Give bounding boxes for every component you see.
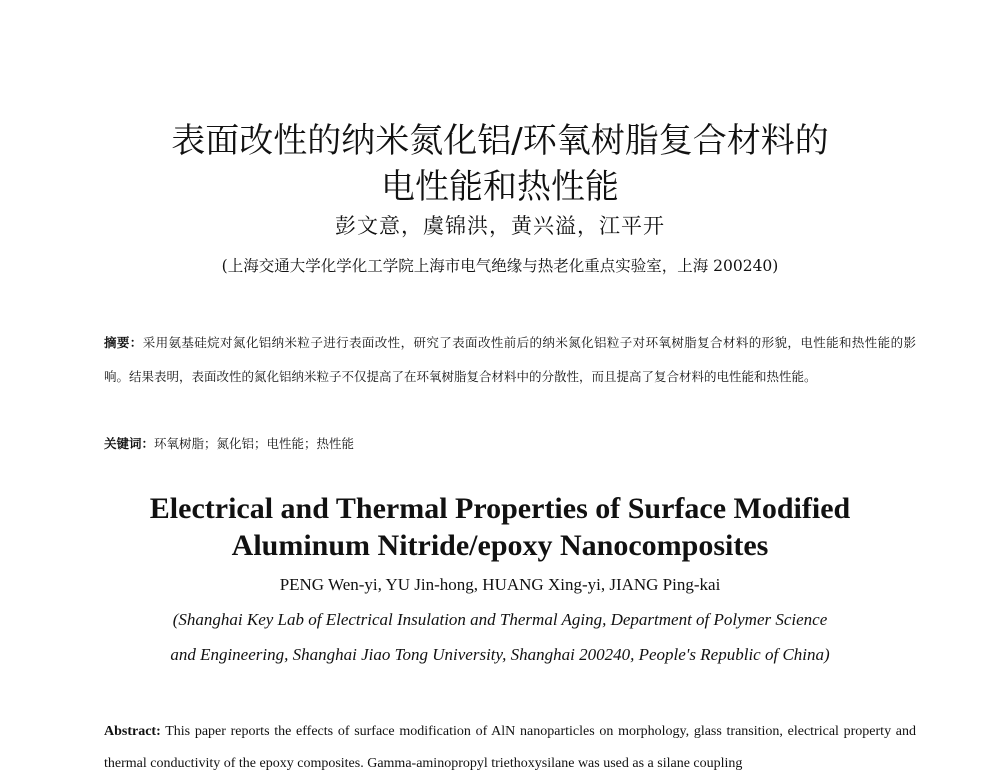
english-title-line-1: Electrical and Thermal Properties of Surface Modified [149,492,851,525]
english-abstract-label: Abstract: [104,724,161,739]
english-title-line-2: Aluminum Nitride/epoxy Nanocomposites [231,529,769,562]
chinese-keywords-text: 环氧树脂；氮化铝；电性能；热性能 [154,436,355,451]
chinese-abstract-text: 采用氨基硅烷对氮化铝纳米粒子进行表面改性，研究了表面改性前后的纳米氮化铝粒子对环氧树脂复合材料的形貌，电性能和热性能的影响。结果表明，表面改性的氮化铝纳米粒子不仅提高了在环氧树脂复合材料中的分散性，而且提高了复合材料的电性能和热性能。 [104,335,916,384]
chinese-affiliation: (上海交通大学化学化工学院上海市电气绝缘与热老化重点实验室，上海 200240) [221,257,779,275]
english-abstract-text: This paper reports the effects of surface modification of AlN nanoparticles on morphology, glass transition, electrical property and thermal conductivity of the epoxy composites. Gamma-aminopropyl triethoxysilane was used as a silane coupling [104,724,916,771]
english-authors: PENG Wen-yi, YU Jin-hong, HUANG Xing-yi, JIANG Ping-kai [279,575,721,594]
chinese-authors: 彭文意，虞锦洪，黄兴溢，江平开 [335,214,665,238]
english-affiliation-line-2: and Engineering, Shanghai Jiao Tong University, Shanghai 200240, People's Republic of China) [170,645,830,664]
chinese-abstract-label: 摘要： [104,335,143,350]
chinese-title-line-2: 电性能和热性能 [381,167,619,207]
english-abstract [104,716,916,780]
chinese-keywords [104,434,916,454]
chinese-abstract [104,326,916,394]
english-affiliation-line-1: (Shanghai Key Lab of Electrical Insulation and Thermal Aging, Department of Polymer Science [172,610,828,629]
chinese-keywords-label: 关键词： [104,436,155,451]
chinese-title-line-1: 表面改性的纳米氮化铝/环氧树脂复合材料的 [171,121,829,161]
